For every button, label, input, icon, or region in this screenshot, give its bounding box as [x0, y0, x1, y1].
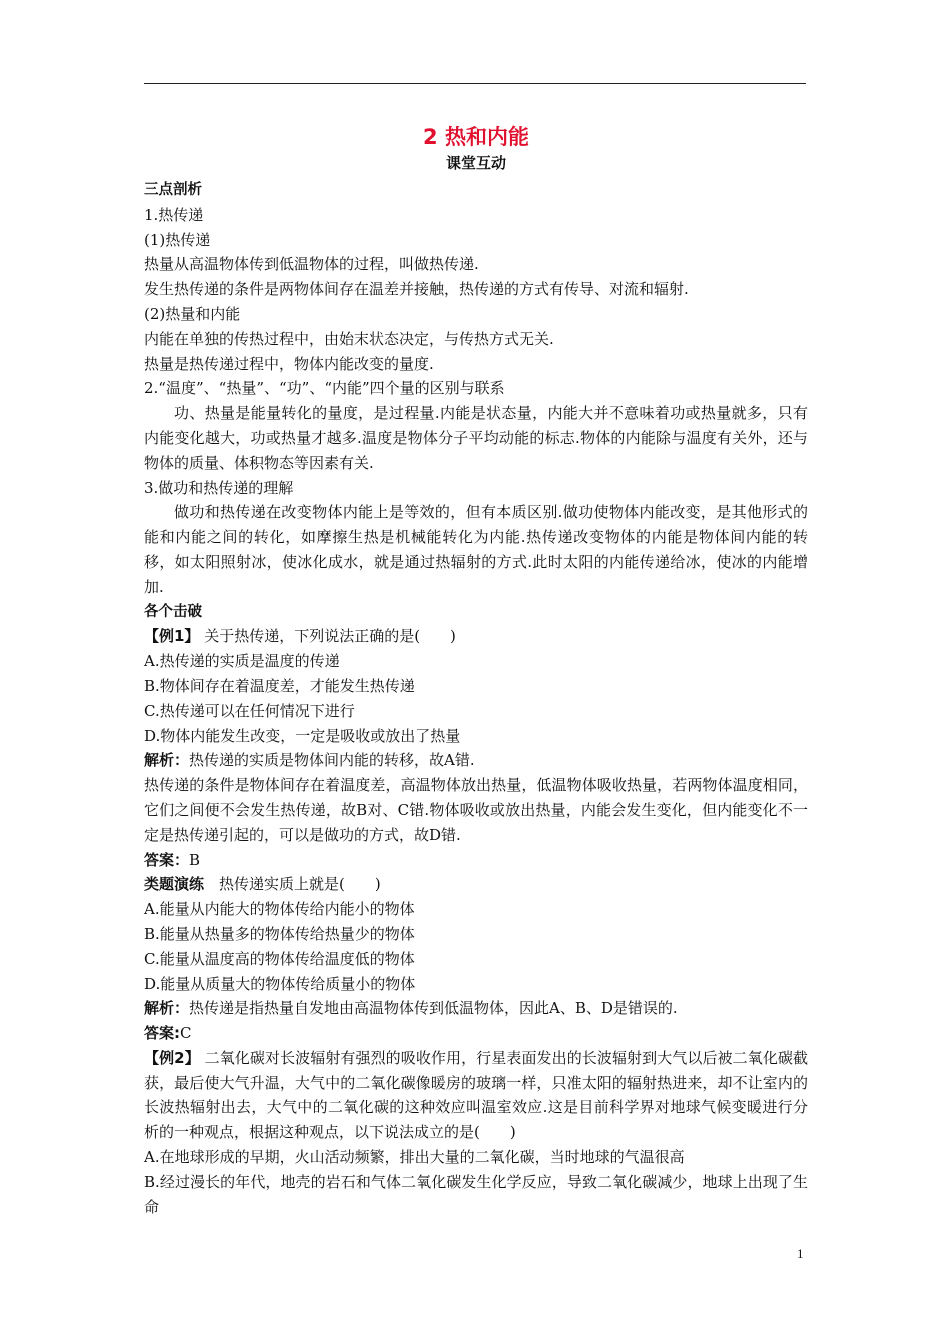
example2-question: [144, 1046, 808, 1145]
option-line: D.物体内能发生改变，一定是吸收或放出了热量: [144, 726, 461, 745]
header-rule: [144, 83, 806, 84]
option-line: C.能量从温度高的物体传给温度低的物体: [144, 949, 415, 968]
example1-question: [144, 624, 808, 649]
analysis-text: 热传递的实质是物体间内能的转移，故A错.: [189, 751, 475, 770]
practice-question-text: 热传递实质上就是( ): [204, 875, 381, 894]
example1-analysis: [144, 748, 808, 773]
answer-label: 答案:: [144, 1024, 180, 1043]
option-line: B.经过漫长的年代，地壳的岩石和气体二氧化碳发生化学反应，导致二氧化碳减少，地球上出现了生命: [144, 1172, 808, 1216]
answer-label: 答案：: [144, 850, 190, 869]
option-line: B.能量从热量多的物体传给热量少的物体: [144, 924, 415, 943]
text-line: (1)热传递: [144, 230, 211, 249]
text-line: (2)热量和内能: [144, 304, 241, 323]
option-line: A.在地球形成的早期，火山活动频繁，排出大量的二氧化碳，当时地球的气温很高: [144, 1148, 685, 1167]
text-line: 1.热传递: [144, 205, 204, 224]
option-line: B.物体间存在着温度差，才能发生热传递: [144, 676, 415, 695]
option-line: A.热传递的实质是温度的传递: [144, 652, 340, 671]
practice-analysis: [144, 996, 808, 1021]
text-line: 内能在单独的传热过程中，由始末状态决定，与传热方式无关.: [144, 329, 554, 348]
paragraph-quantities: 功、热量是能量转化的量度，是过程量.内能是状态量，内能大并不意味着功或热量就多，只有内能变化越大，功或热量才越多.温度是物体分子平均动能的标志.物体的内能除与温度有关外，还与物体的质量、体积物态等因素有关.: [144, 404, 808, 472]
page-number: 1: [797, 1246, 804, 1261]
practice-label: 类题演练: [144, 875, 205, 894]
example2-label: 【例2】: [144, 1048, 200, 1067]
section-heading-examples: 各个击破: [144, 603, 202, 620]
page-title: 2 热和内能: [423, 125, 529, 149]
answer-value: C: [180, 1024, 192, 1043]
paragraph-work-heat: 做功和热传递在改变物体内能上是等效的，但有本质区别.做功使物体内能改变，是其他形式的能和内能之间的转化，如摩擦生热是机械能转化为内能.热传递改变物体的内能是物体间内能的转移，如太阳照射冰，使冰化成水，就是通过热辐射的方式.此时太阳的内能传递给冰，使冰的内能增加.: [144, 503, 808, 596]
analysis-text: 热传递是指热量自发地由高温物体传到低温物体，因此A、B、D是错误的.: [189, 999, 678, 1018]
option-line: A.能量从内能大的物体传给内能小的物体: [144, 900, 415, 919]
example1-answer: [144, 848, 808, 873]
analysis-label: 解析：: [144, 999, 190, 1018]
page-content: [144, 122, 808, 1219]
answer-value: B: [189, 850, 201, 869]
section-heading-analysis: 三点剖析: [144, 182, 202, 198]
text-line: 热量是热传递过程中，物体内能改变的量度.: [144, 354, 434, 373]
page-subtitle: 课堂互动: [445, 154, 506, 172]
text-line: 3.做功和热传递的理解: [144, 478, 294, 497]
practice-question: [144, 872, 808, 897]
analysis-label: 解析：: [144, 751, 190, 770]
text-line: 发生热传递的条件是两物体间存在温差并接触，热传递的方式有传导、对流和辐射.: [144, 280, 689, 299]
example1-analysis-paragraph: 热传递的条件是物体间存在着温度差，高温物体放出热量，低温物体吸收热量，若两物体温度相同，它们之间便不会发生热传递，故B对、C错.物体吸收或放出热量，内能会发生变化，但内能变化不一定是热传递引起的，可以是做功的方式，故D错.: [144, 776, 808, 844]
option-line: D.能量从质量大的物体传给质量小的物体: [144, 974, 416, 993]
option-line: C.热传递可以在任何情况下进行: [144, 701, 355, 720]
example1-label: 【例1】: [144, 627, 200, 646]
example2-question-text: 二氧化碳对长波辐射有强烈的吸收作用，行星表面发出的长波辐射到大气以后被二氧化碳截获，最后使大气升温，大气中的二氧化碳像暖房的玻璃一样，只准太阳的辐射热进来，却不让室内的长波热辐射出去，大气中的二氧化碳的这种效应叫温室效应.这是目前科学界对地球气候变暖进行分析的一种观点，根据这种观点，以下说法成立的是( ): [144, 1048, 808, 1142]
text-line: 热量从高温物体传到低温物体的过程，叫做热传递.: [144, 255, 479, 274]
text-line: 2.“温度”、“热量”、“功”、“内能”四个量的区别与联系: [144, 379, 505, 398]
practice-answer: [144, 1021, 808, 1046]
example1-question-text: 关于热传递，下列说法正确的是( ): [199, 627, 456, 646]
